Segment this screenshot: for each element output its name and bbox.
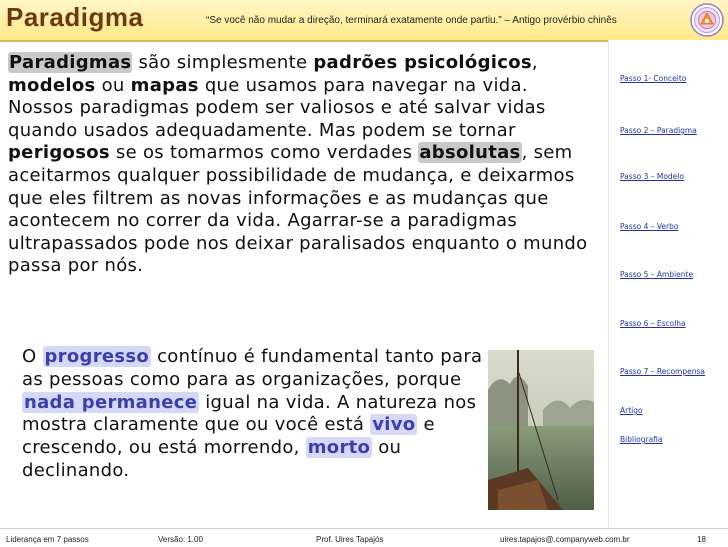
header-bar	[0, 0, 728, 42]
bold-term: perigosos	[8, 142, 110, 164]
nav-link-passo-6[interactable]: Passo 6 – Escolha	[620, 319, 686, 328]
nav-link-passo-7[interactable]: Passo 7 – Recompensa	[620, 367, 705, 376]
nav-link-passo-5[interactable]: Passo 5 – Ambiente	[620, 270, 694, 279]
nav-link-passo-2[interactable]: Passo 2 – Paradigma	[620, 126, 697, 135]
text-run: ou	[95, 74, 131, 96]
nav-link-passo-4[interactable]: Passo 4 – Verbo	[620, 222, 679, 231]
footer-page-number: 18	[697, 535, 706, 544]
footer-course: Liderança em 7 passos	[6, 535, 89, 544]
footer-author: Prof. Uires Tapajós	[316, 535, 384, 544]
nav-link-artigo[interactable]: Artigo	[620, 406, 643, 415]
highlighted-term: Paradigmas	[9, 52, 132, 73]
boat-photo	[488, 350, 594, 510]
footer-version: Versão: 1.00	[158, 535, 203, 544]
text-run: e crescendo, ou está morrendo,	[22, 414, 435, 459]
highlighted-keyword: progresso	[44, 346, 150, 367]
text-run: ,	[531, 52, 538, 73]
bold-term: padrões psicológicos	[313, 52, 532, 73]
nav-link-passo-1[interactable]: Passo 1- Conceito	[620, 74, 687, 83]
paradigm-paragraph	[8, 52, 596, 278]
footer-bar	[0, 528, 728, 547]
highlighted-keyword: vivo	[372, 414, 416, 436]
footer-email: uires.tapajos@.companyweb.com.br	[500, 535, 630, 544]
progress-text	[22, 346, 492, 483]
text-run: O	[22, 346, 43, 367]
main-text	[8, 52, 596, 278]
text-run: se os tomarmos como verdades	[109, 142, 419, 164]
highlighted-keyword: morto	[307, 437, 371, 459]
text-run: , sem aceitarmos qualquer possibilidade de mudança, e deixarmos que eles filtrem as novas informações e as mudanças que acontecem no correr da vida. Agarrar-se a paradigmas ultrapassados pode nos deixar paralisados enquanto o mundo passa por nós.	[8, 142, 588, 277]
nav-link-bibliografia[interactable]: Bibliografia	[620, 435, 663, 444]
text-run: são simplesmente	[132, 52, 314, 73]
text-run: contínuo é fundamental tanto para as pessoas como para as organizações, porque	[22, 346, 483, 390]
bold-term: modelos	[8, 74, 96, 96]
bold-term: mapas	[130, 74, 199, 96]
header-quote: “Se você não mudar a direção, terminará exatamente onde partiu.” – Antigo provérbio chinês	[206, 15, 617, 26]
text-run: ou declinando.	[22, 437, 402, 481]
highlighted-keyword: nada permanece	[24, 391, 198, 413]
progress-paragraph	[22, 346, 492, 483]
nav-link-passo-3[interactable]: Passo 3 – Modelo	[620, 172, 684, 181]
text-run: igual na vida. A natureza nos mostra claramente que ou você está	[22, 391, 477, 436]
logo-icon	[690, 3, 724, 37]
page-title: Paradigma	[6, 2, 144, 32]
text-run: que usamos para navegar na vida. Nossos paradigmas podem ser valiosos e até salvar vidas quando usados adequadamente. Mas podem se tornar	[8, 74, 546, 141]
highlighted-term: absolutas	[419, 142, 521, 164]
sidebar-nav	[608, 40, 728, 528]
